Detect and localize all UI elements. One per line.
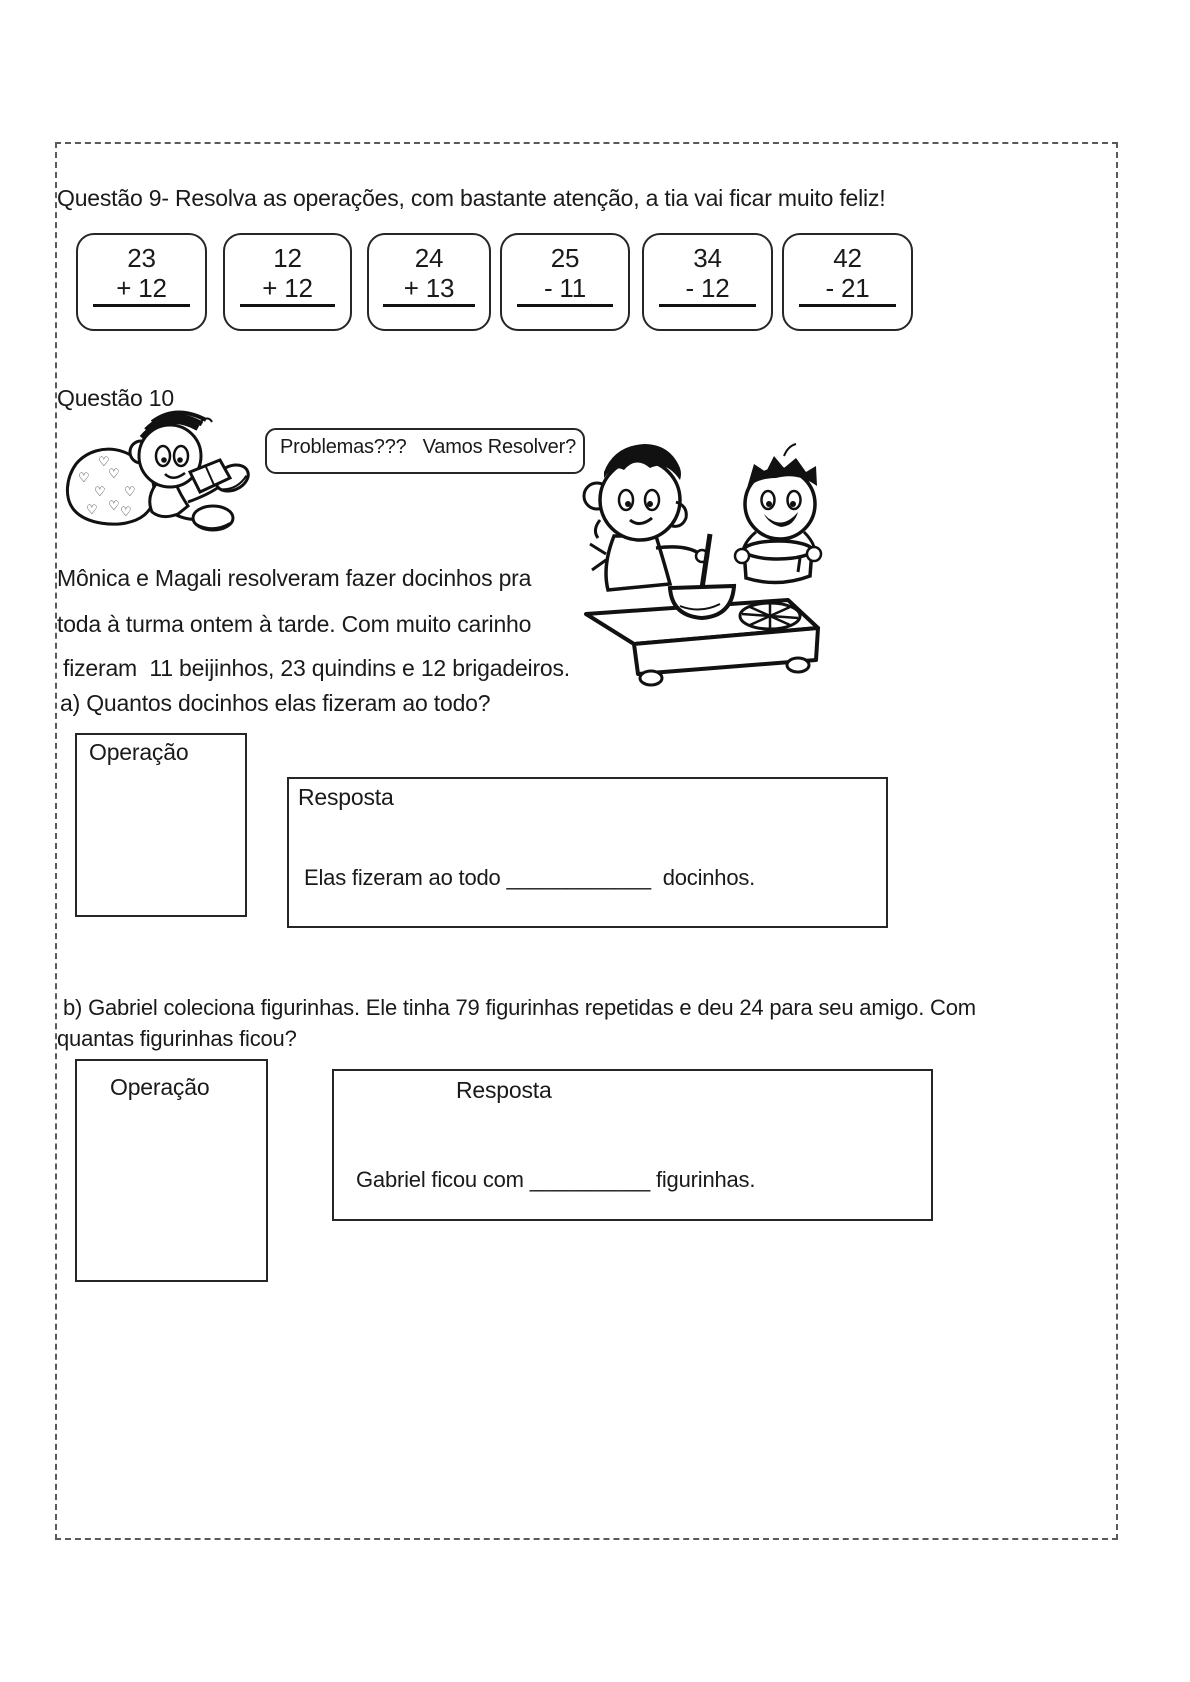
story-line-2: toda à turma ontem à tarde. Com muito carinho [57, 611, 532, 637]
operation-card-6[interactable] [782, 233, 913, 331]
operand-top: 34 [693, 243, 722, 273]
story-line-3: fizeram 11 beijinhos, 23 quindins e 12 brigadeiros. [63, 655, 570, 681]
reading-child-illustration [58, 402, 250, 536]
operation-card-2[interactable] [223, 233, 352, 331]
operand-bottom: - 11 [517, 274, 613, 307]
operand-top: 24 [414, 243, 444, 273]
svg-text:♡: ♡ [120, 504, 132, 519]
question-9-title: Questão 9- Resolva as operações, com bastante atenção, a tia vai ficar muito feliz! [57, 185, 886, 211]
answer-sentence-b: Gabriel ficou com __________ figurinhas. [356, 1167, 756, 1192]
response-box-b-label: Resposta [456, 1077, 552, 1103]
operand-bottom: + 13 [383, 274, 474, 307]
svg-text:♡: ♡ [108, 498, 120, 513]
operand-bottom: - 12 [659, 274, 756, 307]
operand-top: 23 [127, 243, 156, 273]
question-b-line-2: quantas figurinhas ficou? [57, 1026, 297, 1051]
operation-card-4[interactable] [500, 233, 630, 331]
operation-box-b[interactable] [75, 1059, 268, 1282]
svg-text:♡: ♡ [98, 454, 110, 469]
response-box-a-label: Resposta [298, 784, 394, 810]
speech-bubble-text: Problemas??? Vamos Resolver? [280, 436, 576, 458]
operation-box-a[interactable] [75, 733, 247, 917]
operand-bottom: + 12 [240, 274, 335, 307]
response-box-a[interactable] [287, 777, 888, 928]
svg-text:♡: ♡ [108, 466, 120, 481]
operand-top: 42 [833, 243, 862, 273]
story-line-1: Mônica e Magali resolveram fazer docinhos pra [57, 565, 532, 591]
operation-card-3[interactable] [367, 233, 491, 331]
operand-top: 25 [550, 243, 580, 273]
response-box-b[interactable] [332, 1069, 933, 1221]
svg-text:♡: ♡ [86, 502, 98, 517]
svg-text:♡: ♡ [78, 470, 90, 485]
operation-card-5[interactable] [642, 233, 773, 331]
operation-box-b-label: Operação [110, 1074, 210, 1100]
operation-card-1[interactable] [76, 233, 207, 331]
cooking-girls-illustration [548, 416, 848, 708]
operand-top: 12 [273, 243, 302, 273]
operation-box-a-label: Operação [89, 739, 189, 765]
answer-sentence-a: Elas fizeram ao todo ____________ docinhos. [304, 865, 756, 890]
operand-bottom: - 21 [799, 274, 896, 307]
svg-text:♡: ♡ [124, 484, 136, 499]
svg-text:♡: ♡ [94, 484, 106, 499]
operand-bottom: + 12 [93, 274, 190, 307]
question-10-title: Questão 10 [57, 385, 174, 411]
question-a-text: a) Quantos docinhos elas fizeram ao todo? [60, 690, 491, 716]
speech-bubble [265, 428, 585, 474]
question-b-line-1: b) Gabriel coleciona figurinhas. Ele tinha 79 figurinhas repetidas e deu 24 para seu amigo. Com [63, 995, 976, 1020]
